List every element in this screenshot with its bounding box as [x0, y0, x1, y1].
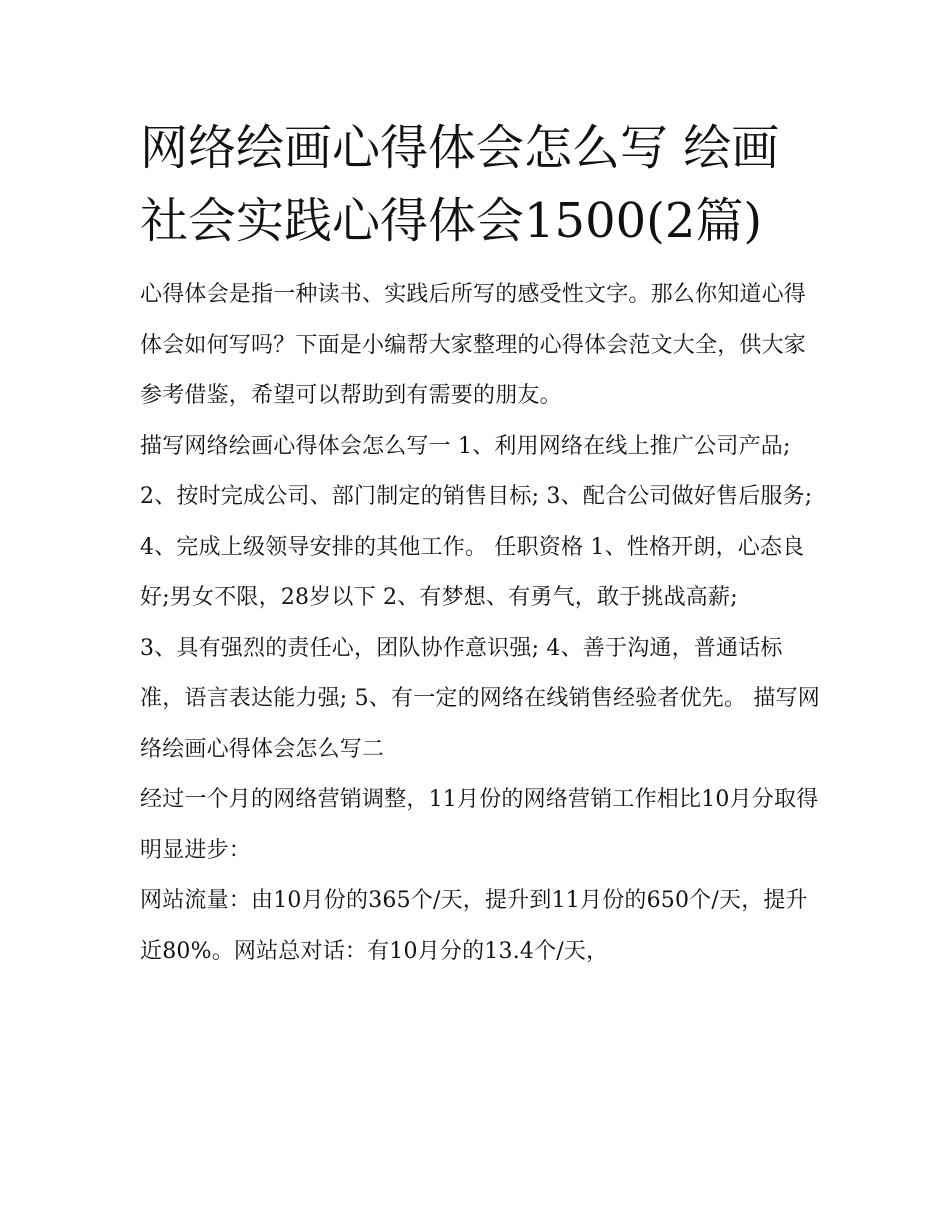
paragraph-progress: 经过一个月的网络营销调整，11月份的网络营销工作相比10月分取得明显进步：: [140, 787, 819, 863]
paragraph-requirements: 3、具有强烈的责任心，团队协作意识强; 4、善于沟通，普通话标准，语言表达能力强; 5、有一定的网络在线销售经验者优先。 描写网络绘画心得体会怎么写二: [140, 635, 820, 762]
document-title: 网络绘画心得体会怎么写 绘画社会实践心得体会1500(2篇): [140, 120, 780, 249]
paragraph-qualifications: 4、完成上级领导安排的其他工作。 任职资格 1、性格开朗，心态良好;男女不限，28岁以下 2、有梦想、有勇气，敢于挑战高薪;: [140, 534, 805, 610]
document-body: [140, 270, 820, 977]
paragraph-duties: 描写网络绘画心得体会怎么写一 1、利用网络在线上推广公司产品; 2、按时完成公司、部门制定的销售目标; 3、配合公司做好售后服务;: [140, 433, 813, 509]
paragraph-intro: 心得体会是指一种读书、实践后所写的感受性文字。那么你知道心得体会如何写吗？下面是小编帮大家整理的心得体会范文大全，供大家参考借鉴，希望可以帮助到有需要的朋友。: [140, 282, 807, 408]
document-content: [140, 112, 820, 977]
paragraph-traffic: 网站流量：由10月份的365个/天，提升到11月份的650个/天，提升近80%。网站总对话：有10月分的13.4个/天，: [140, 888, 808, 964]
